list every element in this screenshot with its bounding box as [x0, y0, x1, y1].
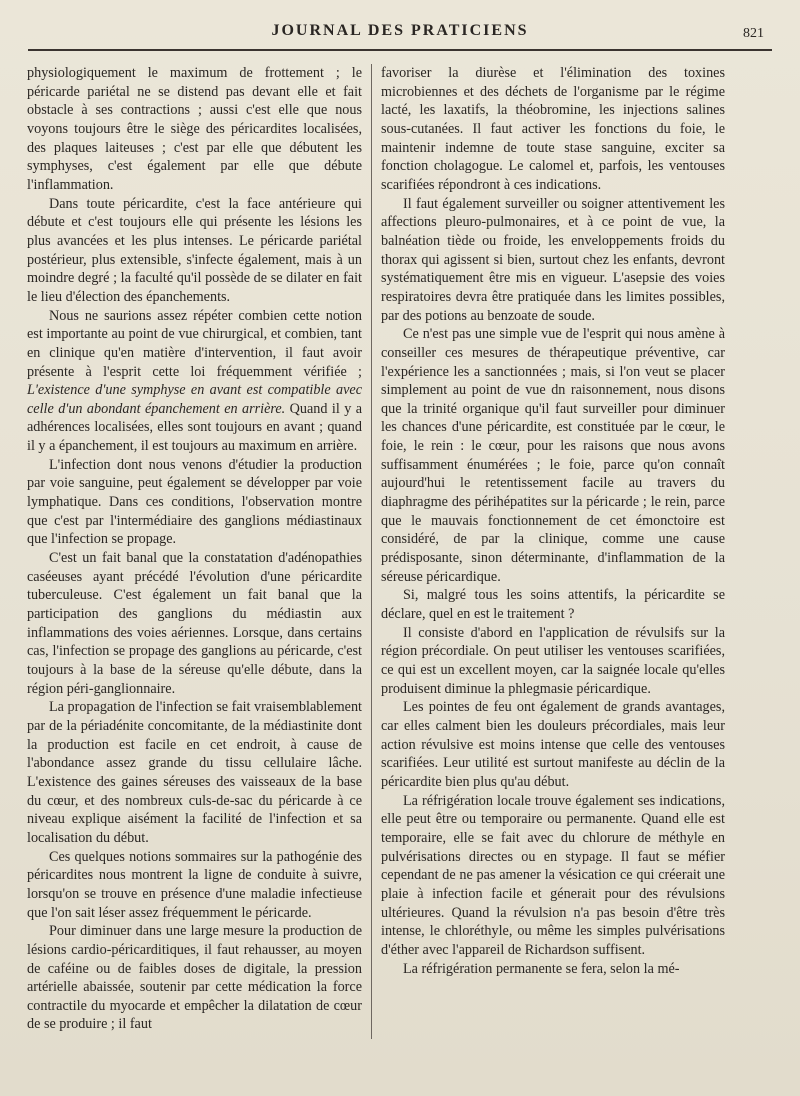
paragraph-with-emphasis	[27, 307, 362, 456]
paragraph: favoriser la diurèse et l'élimination des toxines microbiennes et des déchets de l'organisme par le régime lacté, les laxatifs, la théobromine, les injections salines sous-cutanées. Il faut activer les fonctions du foie, le maintenir indemne de toute stase sanguine, exciter sa fonction cholagogue. Le calomel et, parfois, les ventouses scarifiées répondront à ces indications.	[381, 65, 725, 193]
header-rule	[28, 49, 772, 51]
right-column	[381, 64, 725, 978]
paragraph: La réfrigération permanente se fera, selon la mé-	[403, 960, 680, 977]
paragraph: La propagation de l'infection se fait vraisemblablement par de la périadénite concomitante, de la médiastinite dont la production est facile en cet endroit, à cause de l'abondance assez grande du tissu cellulaire lâche. L'existence des gaines séreuses des vaisseaux de la base du cœur, et des nombreux culs-de-sac du péricarde à ce niveau explique aisément la facilité de l'infection et sa localisation du début.	[27, 699, 362, 846]
paragraph-text: Nous ne saurions assez répéter combien cette notion est importante au point de vue chirurgical, et combien, tant en clinique qu'en matière d'intervention, il faut avoir présente à l'esprit cette loi fréquemment vérifiée ;	[27, 307, 362, 380]
page-header	[28, 18, 772, 46]
paragraph: Dans toute péricardite, c'est la face antérieure qui débute et c'est toujours elle qui présente les lésions les plus avancées et les plus intenses. Le péricarde pariétal postérieur, plus extensible, s'infecte également, mais à un moindre degré ; la faculté qu'il possède de se dilater en fait le lieu d'élection des épanchements.	[27, 195, 362, 305]
paragraph-text: Quand il y a adhérences localisées, elles sont toujours en avant ; quand il y a épanchement, il est toujours au maximum en arrière.	[27, 400, 362, 455]
paragraph: Ces quelques notions sommaires sur la pathogénie des péricardites nous montrent la ligne de conduite à suivre, lorsqu'on se trouve en présence d'une maladie infectieuse que l'on sait léser assez fréquemment le péricarde.	[27, 848, 362, 921]
paragraph: Si, malgré tous les soins attentifs, la péricardite se déclare, quel en est le traitement ?	[381, 587, 725, 623]
column-divider	[371, 64, 372, 1039]
paragraph: Pour diminuer dans une large mesure la production de lésions cardio-péricarditiques, il faut rehausser, au moyen de caféine ou de faibles doses de digitale, la pression artérielle abaissée, soutenir par cette médication la force contractile du myocarde et empêcher la dilatation de cœur de se produire ; il faut	[27, 923, 362, 1033]
paragraph: Il faut également surveiller ou soigner attentivement les affections pleuro-pulmonaires, et à ce point de vue, la balnéation tiède ou froide, les enveloppements froids du thorax qui agissent si bien, surtout chez les enfants, devront systématiquement être mis en vigueur. L'asepsie des voies respiratoires devra être pratiquée dans les limites possibles, par des potions au benzoate de soude.	[381, 195, 725, 324]
paragraph: Ce n'est pas une simple vue de l'esprit qui nous amène à conseiller ces mesures de thérapeutique préventive, car l'expérience les a sanctionnées ; mais, si l'on veut se placer simplement au point de vue dn raisonnement, nous disons que la trinité organique qu'il faut surveiller pour diminuer les chances d'une péricardite, est constituée par le cœur, le foie, le rein : le cœur, pour les raisons que nous avons suffisamment énumérées ; le foie, parce qu'on connaît aujourd'hui le retentissement facile au travers du diaphragme des périhépatites sur la péricarde ; le rein, parce que le mauvais fonctionnement de cet émonctoire est considéré, de par la clinique, comme une cause prédisposante, sinon déterminante, d'inflammation de la séreuse péricardique.	[381, 326, 725, 585]
journal-title: JOURNAL DES PRATICIENS	[271, 22, 529, 39]
italic-law-statement: L'existence d'une symphyse en avant est compatible avec celle d'un abondant épanchement en arrière.	[27, 382, 362, 417]
left-column	[27, 64, 362, 1034]
paragraph: La réfrigération locale trouve également ses indications, elle peut être ou temporaire ou permanente. Quand elle est temporaire, elle se fait avec du chlorure de méthyle en pulvérisations directes ou en stypage. Il faut se méfier cependant de ne pas amener la vésication ce qui créerait une plaie à infection facile et génerait pour des révulsions ultérieures. Quand la révulsion n'a pas besoin d'être très intense, le chloréthyle, ou même les simples pulvérisations d'éther avec l'appareil de Richardson suffisent.	[381, 792, 725, 958]
paragraph: L'infection dont nous venons d'étudier la production par voie sanguine, peut également se développer par voie lymphatique. Dans ces conditions, l'observation montre que c'est par l'intermédiaire des ganglions médiastinaux que l'infection se propage.	[27, 456, 362, 548]
paragraph: Les pointes de feu ont également de grands avantages, car elles calment bien les douleurs précordiales, mais leur action révulsive est moins intense que celle des ventouses scarifiées. Leur utilité est surtout manifeste au déclin de la péricardite bien plus qu'au début.	[381, 699, 725, 790]
page-number: 821	[743, 26, 764, 41]
paragraph: physiologiquement le maximum de frottement ; le péricarde pariétal ne se distend pas devant elle et fait obstacle à ses contractions ; aussi c'est elle que nous voyons toujours être le siège des péricardites localisées, des plaques laiteuses ; c'est par elle que débutent les symphyses, c'est également par elle que débute l'inflammation.	[27, 65, 362, 193]
paragraph: Il consiste d'abord en l'application de révulsifs sur la région précordiale. On peut utiliser les ventouses scarifiées, ce qui est un excellent moyen, car la saignée locale qu'elles produisent diminue la phlegmasie péricardique.	[381, 624, 725, 697]
paragraph: C'est un fait banal que la constatation d'adénopathies caséeuses ayant précédé l'évolution d'une péricardite tuberculeuse. C'est également un fait banal que la participation des ganglions du médiastin aux inflammations des voies aériennes. Lorsque, dans certains cas, l'infection se propage des ganglions au péricarde, c'est toujours à la base de la séreuse qu'elle débute, dans la région péri-ganglionnaire.	[27, 550, 362, 697]
